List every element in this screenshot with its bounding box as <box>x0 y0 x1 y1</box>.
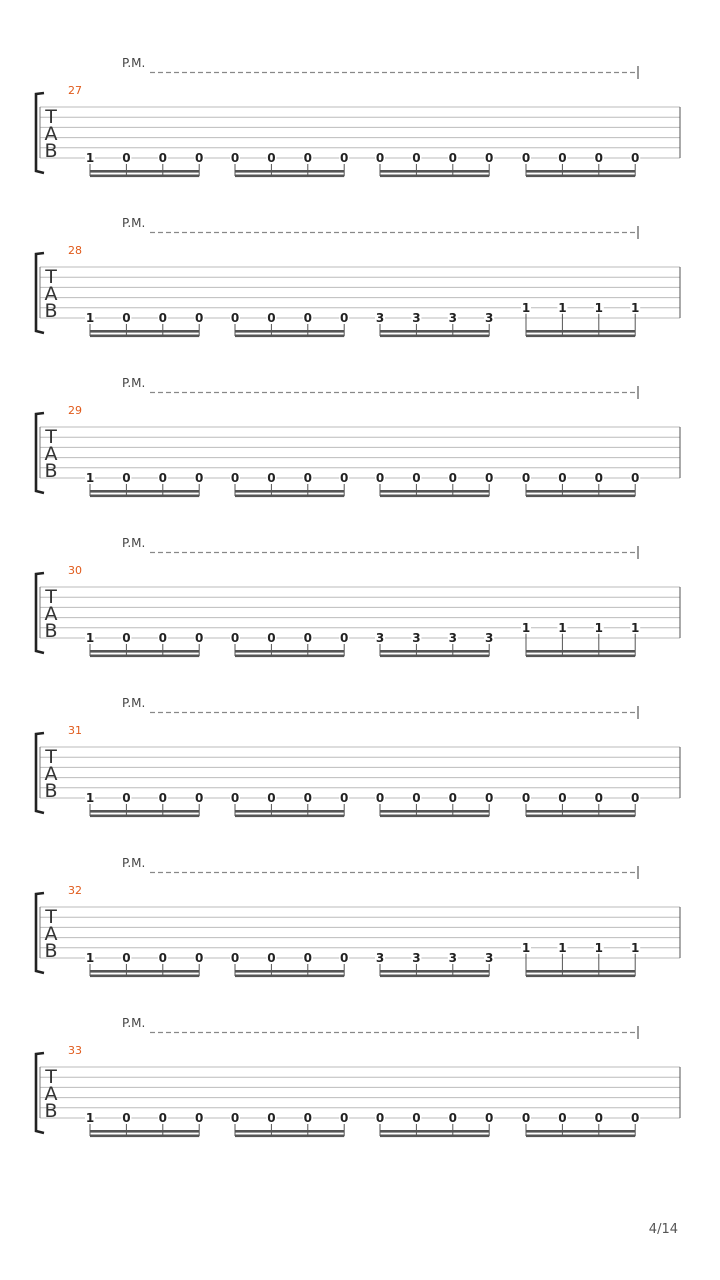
fret-number: 0 <box>122 311 131 325</box>
beam-primary <box>235 650 344 653</box>
palm-mute-label: P.M. <box>122 1016 146 1030</box>
beam-secondary <box>90 175 199 178</box>
beam-primary <box>526 650 635 653</box>
beam-primary <box>380 330 489 333</box>
fret-number: 0 <box>122 1111 131 1125</box>
beam-secondary <box>526 175 635 178</box>
beam-secondary <box>90 815 199 818</box>
fret-number: 0 <box>594 151 603 165</box>
fret-number: 0 <box>412 471 421 485</box>
fret-number: 1 <box>85 471 95 485</box>
fret-number: 3 <box>412 951 421 965</box>
tab-clef-letter: B <box>44 780 58 802</box>
fret-number: 1 <box>558 940 567 955</box>
fret-number: 1 <box>594 620 603 635</box>
page-indicator: 4/14 <box>648 1222 678 1237</box>
beam-secondary <box>526 655 635 658</box>
fret-number: 0 <box>303 311 312 325</box>
fret-number: 0 <box>230 311 240 325</box>
tab-clef-letter: B <box>44 300 58 322</box>
beam-secondary <box>526 975 635 978</box>
beam-primary <box>235 970 344 973</box>
fret-number: 0 <box>558 791 567 805</box>
beam-primary <box>526 330 635 333</box>
tab-clef-letter: T <box>45 106 57 128</box>
beam-secondary <box>380 655 489 658</box>
measure-number: 33 <box>68 1044 82 1057</box>
beam-primary <box>380 490 489 493</box>
fret-number: 0 <box>521 791 531 805</box>
fret-number: 3 <box>448 951 457 965</box>
fret-number: 0 <box>375 471 385 485</box>
beam-primary <box>526 490 635 493</box>
tab-clef-letter: B <box>44 140 58 162</box>
beam-primary <box>90 1130 199 1133</box>
fret-number: 0 <box>558 1111 567 1125</box>
fret-number: 0 <box>340 951 349 965</box>
tab-clef-letter: A <box>44 923 58 945</box>
fret-number: 0 <box>340 311 349 325</box>
beam-primary <box>235 330 344 333</box>
fret-number: 1 <box>521 300 531 315</box>
fret-number: 3 <box>412 631 421 645</box>
beam-secondary <box>380 815 489 818</box>
palm-mute-label: P.M. <box>122 696 146 710</box>
beam-secondary <box>90 495 199 498</box>
tab-clef-letter: T <box>45 586 57 608</box>
fret-number: 0 <box>230 791 240 805</box>
fret-number: 0 <box>230 471 240 485</box>
beam-secondary <box>90 655 199 658</box>
tab-clef-letter: T <box>45 906 57 928</box>
tab-clef-letter: A <box>44 123 58 145</box>
fret-number: 3 <box>448 631 457 645</box>
beam-secondary <box>235 335 344 338</box>
beam-secondary <box>90 335 199 338</box>
fret-number: 1 <box>594 300 603 315</box>
fret-number: 0 <box>267 1111 276 1125</box>
fret-number: 0 <box>412 791 421 805</box>
fret-number: 0 <box>267 151 276 165</box>
tab-clef-letter: T <box>45 266 57 288</box>
measure-number: 32 <box>68 884 82 897</box>
beam-secondary <box>235 655 344 658</box>
fret-number: 1 <box>558 620 567 635</box>
beam-primary <box>235 810 344 813</box>
fret-number: 1 <box>594 940 603 955</box>
fret-number: 0 <box>158 951 167 965</box>
fret-number: 0 <box>340 631 349 645</box>
fret-number: 1 <box>85 151 95 165</box>
fret-number: 0 <box>158 151 167 165</box>
fret-number: 0 <box>158 311 167 325</box>
beam-secondary <box>526 335 635 338</box>
fret-number: 0 <box>340 1111 349 1125</box>
fret-number: 0 <box>448 791 457 805</box>
fret-number: 0 <box>412 1111 421 1125</box>
tab-clef-letter: A <box>44 1083 58 1105</box>
palm-mute-label: P.M. <box>122 856 146 870</box>
fret-number: 1 <box>85 631 95 645</box>
fret-number: 3 <box>412 311 421 325</box>
fret-number: 0 <box>195 951 204 965</box>
fret-number: 0 <box>122 791 131 805</box>
fret-number: 1 <box>85 951 95 965</box>
palm-mute-label: P.M. <box>122 376 146 390</box>
beam-primary <box>90 650 199 653</box>
fret-number: 3 <box>485 311 494 325</box>
beam-primary <box>380 1130 489 1133</box>
tab-clef-letter: T <box>45 426 57 448</box>
fret-number: 0 <box>267 951 276 965</box>
fret-number: 0 <box>303 151 312 165</box>
tab-clef-letter: A <box>44 283 58 305</box>
beam-secondary <box>235 975 344 978</box>
fret-number: 0 <box>158 471 167 485</box>
fret-number: 0 <box>267 471 276 485</box>
beam-primary <box>380 810 489 813</box>
beam-primary <box>90 490 199 493</box>
tab-clef-letter: A <box>44 603 58 625</box>
fret-number: 0 <box>303 791 312 805</box>
fret-number: 3 <box>485 951 494 965</box>
fret-number: 0 <box>158 1111 167 1125</box>
beam-secondary <box>380 335 489 338</box>
beam-primary <box>90 810 199 813</box>
beam-primary <box>235 1130 344 1133</box>
beam-primary <box>90 970 199 973</box>
fret-number: 0 <box>158 791 167 805</box>
fret-number: 0 <box>267 791 276 805</box>
beam-primary <box>380 970 489 973</box>
fret-number: 1 <box>631 620 640 635</box>
beam-secondary <box>235 815 344 818</box>
beam-secondary <box>380 1135 489 1138</box>
fret-number: 0 <box>521 1111 531 1125</box>
fret-number: 1 <box>521 940 531 955</box>
fret-number: 0 <box>195 311 204 325</box>
fret-number: 0 <box>631 471 640 485</box>
palm-mute-label: P.M. <box>122 536 146 550</box>
fret-number: 1 <box>521 620 531 635</box>
beam-secondary <box>380 175 489 178</box>
beam-primary <box>235 170 344 173</box>
tab-clef-letter: A <box>44 443 58 465</box>
fret-number: 0 <box>340 791 349 805</box>
beam-primary <box>90 170 199 173</box>
beam-secondary <box>235 495 344 498</box>
fret-number: 0 <box>195 471 204 485</box>
fret-number: 0 <box>303 471 312 485</box>
beam-primary <box>380 650 489 653</box>
beam-primary <box>526 810 635 813</box>
fret-number: 0 <box>485 471 494 485</box>
fret-number: 0 <box>122 951 131 965</box>
beam-secondary <box>526 815 635 818</box>
fret-number: 0 <box>158 631 167 645</box>
fret-number: 0 <box>448 1111 457 1125</box>
tab-clef-letter: B <box>44 1100 58 1122</box>
fret-number: 1 <box>558 300 567 315</box>
fret-number: 3 <box>485 631 494 645</box>
fret-number: 0 <box>631 151 640 165</box>
fret-number: 0 <box>485 1111 494 1125</box>
beam-primary <box>526 970 635 973</box>
fret-number: 0 <box>448 471 457 485</box>
fret-number: 0 <box>375 1111 385 1125</box>
fret-number: 0 <box>230 151 240 165</box>
fret-number: 3 <box>375 951 385 965</box>
beam-secondary <box>380 495 489 498</box>
beam-secondary <box>380 975 489 978</box>
fret-number: 0 <box>558 151 567 165</box>
measure-number: 28 <box>68 244 82 257</box>
fret-number: 1 <box>85 1111 95 1125</box>
fret-number: 3 <box>375 311 385 325</box>
fret-number: 0 <box>594 791 603 805</box>
tab-clef-letter: B <box>44 940 58 962</box>
fret-number: 0 <box>631 791 640 805</box>
fret-number: 3 <box>375 631 385 645</box>
fret-number: 1 <box>631 940 640 955</box>
measure-number: 29 <box>68 404 82 417</box>
beam-secondary <box>526 1135 635 1138</box>
palm-mute-label: P.M. <box>122 216 146 230</box>
fret-number: 0 <box>340 151 349 165</box>
fret-number: 0 <box>303 631 312 645</box>
fret-number: 1 <box>85 791 95 805</box>
fret-number: 0 <box>230 631 240 645</box>
fret-number: 0 <box>230 1111 240 1125</box>
fret-number: 1 <box>631 300 640 315</box>
fret-number: 0 <box>594 471 603 485</box>
fret-number: 0 <box>485 791 494 805</box>
beam-secondary <box>90 1135 199 1138</box>
fret-number: 0 <box>375 791 385 805</box>
measure-number: 30 <box>68 564 82 577</box>
beam-primary <box>526 170 635 173</box>
beam-primary <box>90 330 199 333</box>
fret-number: 0 <box>448 151 457 165</box>
fret-number: 0 <box>631 1111 640 1125</box>
fret-number: 0 <box>558 471 567 485</box>
fret-number: 0 <box>122 631 131 645</box>
fret-number: 0 <box>340 471 349 485</box>
palm-mute-label: P.M. <box>122 56 146 70</box>
fret-number: 0 <box>375 151 385 165</box>
beam-secondary <box>235 175 344 178</box>
measure-number: 31 <box>68 724 82 737</box>
fret-number: 0 <box>485 151 494 165</box>
fret-number: 0 <box>267 631 276 645</box>
beam-secondary <box>526 495 635 498</box>
fret-number: 0 <box>521 471 531 485</box>
fret-number: 0 <box>412 151 421 165</box>
fret-number: 0 <box>122 471 131 485</box>
tab-clef-letter: B <box>44 620 58 642</box>
tab-clef-letter: A <box>44 763 58 785</box>
fret-number: 0 <box>303 1111 312 1125</box>
tab-clef-letter: T <box>45 1066 57 1088</box>
fret-number: 0 <box>195 151 204 165</box>
fret-number: 0 <box>230 951 240 965</box>
fret-number: 0 <box>594 1111 603 1125</box>
tab-clef-letter: B <box>44 460 58 482</box>
fret-number: 0 <box>195 1111 204 1125</box>
beam-primary <box>526 1130 635 1133</box>
fret-number: 0 <box>195 631 204 645</box>
beam-secondary <box>235 1135 344 1138</box>
tab-clef-letter: T <box>45 746 57 768</box>
beam-primary <box>380 170 489 173</box>
fret-number: 0 <box>521 151 531 165</box>
fret-number: 0 <box>195 791 204 805</box>
beam-secondary <box>90 975 199 978</box>
measure-number: 27 <box>68 84 82 97</box>
fret-number: 3 <box>448 311 457 325</box>
fret-number: 0 <box>122 151 131 165</box>
fret-number: 0 <box>267 311 276 325</box>
fret-number: 0 <box>303 951 312 965</box>
fret-number: 1 <box>85 311 95 325</box>
beam-primary <box>235 490 344 493</box>
